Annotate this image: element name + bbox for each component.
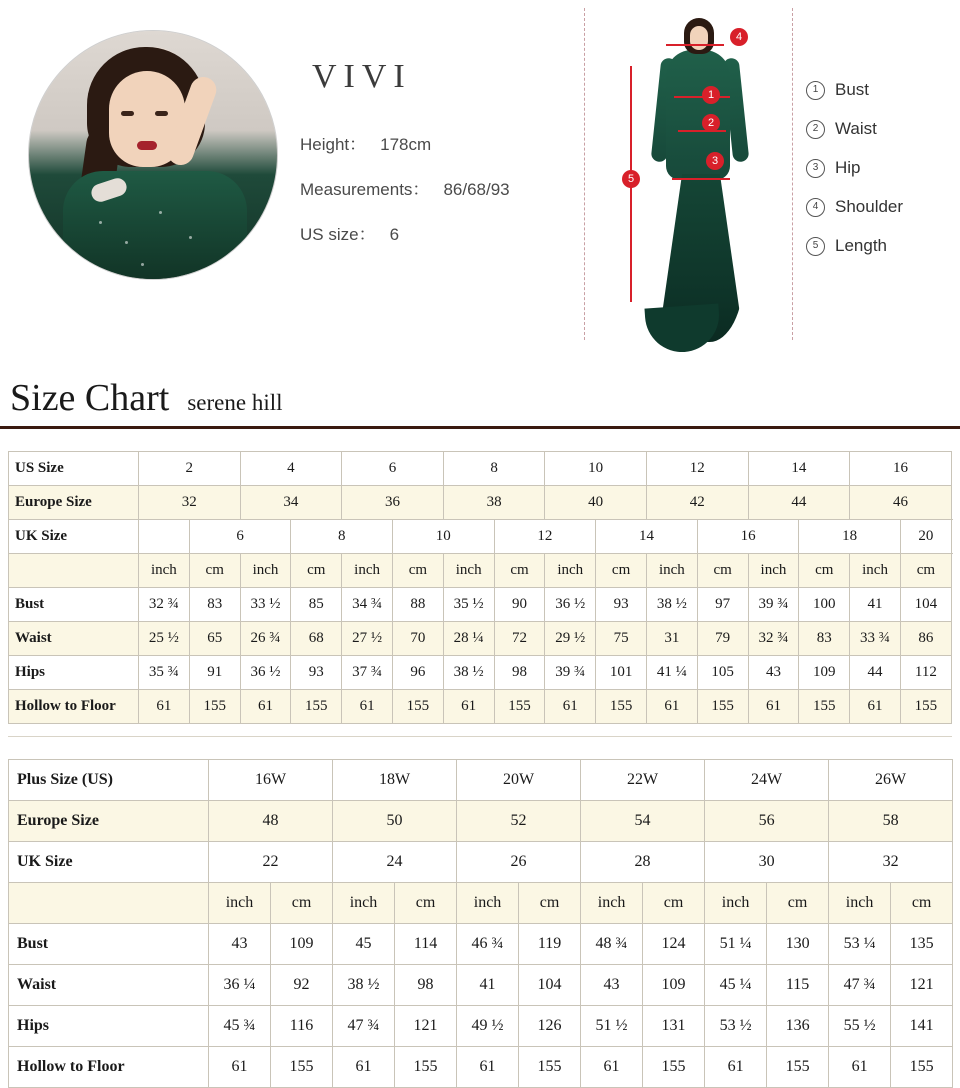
bust-cm: 104 bbox=[900, 588, 951, 622]
plus-waist-inch: 45 ¼ bbox=[705, 965, 767, 1006]
bust-inch: 34 ¾ bbox=[342, 588, 393, 622]
model-dress bbox=[63, 171, 247, 280]
plus-bust-cm: 124 bbox=[643, 924, 705, 965]
unit-inch: inch bbox=[646, 554, 697, 588]
plus-uk-size-value: 24 bbox=[333, 842, 457, 883]
plus-unit-row-spacer bbox=[9, 883, 209, 924]
table-row bbox=[9, 452, 952, 486]
plus-hollow-to-floor-cm: 155 bbox=[767, 1047, 829, 1088]
table-row bbox=[9, 801, 953, 842]
legend-number-5: 5 bbox=[806, 237, 825, 256]
plus-unit-cm: cm bbox=[643, 883, 705, 924]
bust-cm: 97 bbox=[697, 588, 748, 622]
plus-hips-cm: 126 bbox=[519, 1006, 581, 1047]
hips-cm: 112 bbox=[900, 656, 951, 690]
table-row bbox=[9, 554, 952, 588]
waist-cm: 79 bbox=[697, 622, 748, 656]
plus-hips-cm: 116 bbox=[271, 1006, 333, 1047]
model-lips bbox=[137, 141, 157, 150]
unit-inch: inch bbox=[240, 554, 291, 588]
plus-waist-inch: 47 ¾ bbox=[829, 965, 891, 1006]
plus-hollow-to-floor-cm: 155 bbox=[395, 1047, 457, 1088]
hollow-to-floor-inch: 61 bbox=[646, 690, 697, 724]
legend-item-shoulder bbox=[806, 197, 903, 217]
guide-line-right bbox=[792, 8, 793, 340]
uk-size-value: 8 bbox=[291, 520, 393, 554]
unit-row-spacer bbox=[9, 554, 139, 588]
hollow-to-floor-cm: 155 bbox=[900, 690, 951, 724]
hips-inch: 44 bbox=[850, 656, 901, 690]
waist-inch: 26 ¾ bbox=[240, 622, 291, 656]
waist-cm: 65 bbox=[189, 622, 240, 656]
model-measurements bbox=[300, 175, 590, 200]
hips-cm: 98 bbox=[494, 656, 545, 690]
unit-cm: cm bbox=[900, 554, 951, 588]
plus-europe-size-value: 50 bbox=[333, 801, 457, 842]
hollow-to-floor-cm: 155 bbox=[697, 690, 748, 724]
plus-waist-cm: 104 bbox=[519, 965, 581, 1006]
hips-cm: 109 bbox=[799, 656, 850, 690]
europe-size-value: 46 bbox=[850, 486, 952, 520]
plus-unit-inch: inch bbox=[333, 883, 395, 924]
plus-unit-inch: inch bbox=[829, 883, 891, 924]
plus-unit-cm: cm bbox=[395, 883, 457, 924]
plus-hollow-to-floor-cm: 155 bbox=[643, 1047, 705, 1088]
legend-number-1: 1 bbox=[806, 81, 825, 100]
europe-size-value: 34 bbox=[240, 486, 342, 520]
plus-hollow-to-floor-inch: 61 bbox=[829, 1047, 891, 1088]
model-measurements-label: Measurements： bbox=[300, 180, 429, 199]
us-size-value: 8 bbox=[443, 452, 545, 486]
plus-bust-cm: 114 bbox=[395, 924, 457, 965]
plus-bust-cm: 119 bbox=[519, 924, 581, 965]
plus-hips-inch: 53 ½ bbox=[705, 1006, 767, 1047]
table-row bbox=[9, 1006, 953, 1047]
guide-line-left bbox=[584, 8, 585, 340]
plus-hips-inch: 45 ¾ bbox=[209, 1006, 271, 1047]
waist-cm: 72 bbox=[494, 622, 545, 656]
plus-bust-cm: 109 bbox=[271, 924, 333, 965]
unit-cm: cm bbox=[189, 554, 240, 588]
plus-waist-label: Waist bbox=[9, 965, 209, 1006]
hollow-to-floor-inch: 61 bbox=[850, 690, 901, 724]
bust-cm: 90 bbox=[494, 588, 545, 622]
table-row bbox=[9, 520, 952, 554]
legend-item-bust bbox=[806, 80, 903, 100]
plus-bust-inch: 51 ¼ bbox=[705, 924, 767, 965]
table-row bbox=[9, 690, 952, 724]
legend-label-length: Length bbox=[835, 236, 887, 256]
plus-hips-cm: 121 bbox=[395, 1006, 457, 1047]
waist-inch: 32 ¾ bbox=[748, 622, 799, 656]
hip-measure-line bbox=[672, 178, 730, 180]
waist-inch: 27 ½ bbox=[342, 622, 393, 656]
hollow-to-floor-inch: 61 bbox=[545, 690, 596, 724]
unit-inch: inch bbox=[443, 554, 494, 588]
us-size-value: 14 bbox=[748, 452, 850, 486]
uk-size-value: 12 bbox=[494, 520, 596, 554]
standard-size-table-wrap bbox=[0, 451, 960, 724]
legend-number-2: 2 bbox=[806, 120, 825, 139]
plus-uk-size-value: 32 bbox=[829, 842, 953, 883]
bust-inch: 39 ¾ bbox=[748, 588, 799, 622]
waist-cm: 70 bbox=[392, 622, 443, 656]
table-row bbox=[9, 588, 952, 622]
plus-hollow-to-floor-inch: 61 bbox=[333, 1047, 395, 1088]
plus-waist-inch: 36 ¼ bbox=[209, 965, 271, 1006]
plus-size-value: 18W bbox=[333, 760, 457, 801]
hips-inch: 41 ¼ bbox=[646, 656, 697, 690]
bust-label: Bust bbox=[9, 588, 139, 622]
table-row bbox=[9, 1047, 953, 1088]
us-size-value: 6 bbox=[342, 452, 444, 486]
uk-size-value: 6 bbox=[189, 520, 291, 554]
unit-cm: cm bbox=[392, 554, 443, 588]
hollow-to-floor-cm: 155 bbox=[494, 690, 545, 724]
plus-bust-inch: 45 bbox=[333, 924, 395, 965]
europe-size-value: 32 bbox=[139, 486, 241, 520]
size-chart-title-main: Size Chart bbox=[10, 376, 169, 420]
europe-size-value: 38 bbox=[443, 486, 545, 520]
waist-inch: 29 ½ bbox=[545, 622, 596, 656]
unit-inch: inch bbox=[139, 554, 190, 588]
model-us-size-value: 6 bbox=[390, 225, 399, 244]
plus-size-table bbox=[8, 759, 953, 1088]
hollow-to-floor-label: Hollow to Floor bbox=[9, 690, 139, 724]
plus-unit-inch: inch bbox=[581, 883, 643, 924]
plus-bust-inch: 48 ¾ bbox=[581, 924, 643, 965]
hips-inch: 37 ¾ bbox=[342, 656, 393, 690]
table-row bbox=[9, 842, 953, 883]
plus-size-value: 24W bbox=[705, 760, 829, 801]
bust-inch: 35 ½ bbox=[443, 588, 494, 622]
uk-size-value: 18 bbox=[799, 520, 901, 554]
uk-size-value: 10 bbox=[392, 520, 494, 554]
hollow-to-floor-cm: 155 bbox=[392, 690, 443, 724]
plus-bust-inch: 46 ¾ bbox=[457, 924, 519, 965]
table-row bbox=[9, 883, 953, 924]
plus-hips-label: Hips bbox=[9, 1006, 209, 1047]
model-photo-art bbox=[29, 31, 277, 279]
hips-inch: 38 ½ bbox=[443, 656, 494, 690]
plus-bust-inch: 43 bbox=[209, 924, 271, 965]
shoulder-measure-line bbox=[666, 44, 724, 46]
hips-cm: 91 bbox=[189, 656, 240, 690]
unit-cm: cm bbox=[494, 554, 545, 588]
plus-waist-inch: 41 bbox=[457, 965, 519, 1006]
unit-cm: cm bbox=[596, 554, 647, 588]
waist-cm: 83 bbox=[799, 622, 850, 656]
bust-cm: 100 bbox=[799, 588, 850, 622]
legend-label-waist: Waist bbox=[835, 119, 877, 139]
model-us-size bbox=[300, 220, 590, 245]
hips-inch: 39 ¾ bbox=[545, 656, 596, 690]
legend-label-shoulder: Shoulder bbox=[835, 197, 903, 217]
legend-item-hip bbox=[806, 158, 903, 178]
measurement-legend bbox=[806, 80, 903, 275]
legend-label-bust: Bust bbox=[835, 80, 869, 100]
plus-size-table-wrap bbox=[0, 759, 960, 1088]
plus-europe-size-value: 58 bbox=[829, 801, 953, 842]
waist-cm: 86 bbox=[900, 622, 951, 656]
waist-cm: 75 bbox=[596, 622, 647, 656]
plus-hollow-to-floor-inch: 61 bbox=[209, 1047, 271, 1088]
hollow-to-floor-inch: 61 bbox=[139, 690, 190, 724]
uk-size-value: 20 bbox=[900, 520, 951, 554]
unit-inch: inch bbox=[545, 554, 596, 588]
europe-size-value: 36 bbox=[342, 486, 444, 520]
plus-uk-size-value: 30 bbox=[705, 842, 829, 883]
table-row bbox=[9, 486, 952, 520]
us-size-value: 16 bbox=[850, 452, 952, 486]
model-eye-right bbox=[155, 111, 168, 116]
us-size-value: 4 bbox=[240, 452, 342, 486]
figure-dress bbox=[640, 18, 756, 336]
plus-hollow-to-floor-label: Hollow to Floor bbox=[9, 1047, 209, 1088]
unit-cm: cm bbox=[291, 554, 342, 588]
table-row bbox=[9, 924, 953, 965]
plus-europe-size-value: 48 bbox=[209, 801, 333, 842]
waist-measure-line bbox=[678, 130, 726, 132]
europe-size-value: 44 bbox=[748, 486, 850, 520]
legend-label-hip: Hip bbox=[835, 158, 861, 178]
plus-waist-cm: 98 bbox=[395, 965, 457, 1006]
table-row bbox=[9, 760, 953, 801]
plus-size-value: 22W bbox=[581, 760, 705, 801]
hips-inch: 43 bbox=[748, 656, 799, 690]
model-height bbox=[300, 130, 590, 155]
model-height-label: Height： bbox=[300, 135, 366, 154]
hollow-to-floor-cm: 155 bbox=[189, 690, 240, 724]
plus-uk-size-value: 28 bbox=[581, 842, 705, 883]
hollow-to-floor-cm: 155 bbox=[596, 690, 647, 724]
hips-cm: 93 bbox=[291, 656, 342, 690]
plus-hips-cm: 136 bbox=[767, 1006, 829, 1047]
bust-cm: 88 bbox=[392, 588, 443, 622]
hips-cm: 96 bbox=[392, 656, 443, 690]
waist-inch: 33 ¾ bbox=[850, 622, 901, 656]
uk-size-value: 14 bbox=[596, 520, 698, 554]
hips-inch: 36 ½ bbox=[240, 656, 291, 690]
plus-uk-size-value: 26 bbox=[457, 842, 581, 883]
plus-hollow-to-floor-cm: 155 bbox=[519, 1047, 581, 1088]
bust-inch: 38 ½ bbox=[646, 588, 697, 622]
table-divider bbox=[8, 736, 952, 737]
table-row bbox=[9, 622, 952, 656]
table-row bbox=[9, 656, 952, 690]
plus-waist-cm: 115 bbox=[767, 965, 829, 1006]
plus-hips-inch: 49 ½ bbox=[457, 1006, 519, 1047]
waist-inch: 25 ½ bbox=[139, 622, 190, 656]
plus-hollow-to-floor-inch: 61 bbox=[705, 1047, 767, 1088]
table-row bbox=[9, 965, 953, 1006]
legend-item-length bbox=[806, 236, 903, 256]
plus-europe-size-label: Europe Size bbox=[9, 801, 209, 842]
plus-bust-cm: 130 bbox=[767, 924, 829, 965]
standard-size-table bbox=[8, 451, 952, 724]
us-size-value: 12 bbox=[646, 452, 748, 486]
plus-hips-cm: 141 bbox=[891, 1006, 953, 1047]
plus-waist-cm: 109 bbox=[643, 965, 705, 1006]
bust-cm: 85 bbox=[291, 588, 342, 622]
europe-size-value: 40 bbox=[545, 486, 647, 520]
plus-bust-cm: 135 bbox=[891, 924, 953, 965]
brand-name: VIVI bbox=[312, 58, 590, 96]
model-measurements-value: 86/68/93 bbox=[443, 180, 509, 199]
legend-number-4: 4 bbox=[806, 198, 825, 217]
waist-cm: 68 bbox=[291, 622, 342, 656]
plus-unit-cm: cm bbox=[767, 883, 829, 924]
plus-bust-inch: 53 ¼ bbox=[829, 924, 891, 965]
unit-inch: inch bbox=[850, 554, 901, 588]
model-photo bbox=[28, 30, 278, 280]
waist-label: Waist bbox=[9, 622, 139, 656]
measurement-figure bbox=[578, 0, 808, 352]
plus-hollow-to-floor-inch: 61 bbox=[457, 1047, 519, 1088]
hollow-to-floor-inch: 61 bbox=[443, 690, 494, 724]
size-chart-title bbox=[0, 376, 960, 429]
unit-cm: cm bbox=[799, 554, 850, 588]
hollow-to-floor-inch: 61 bbox=[748, 690, 799, 724]
unit-inch: inch bbox=[748, 554, 799, 588]
plus-waist-inch: 38 ½ bbox=[333, 965, 395, 1006]
plus-unit-cm: cm bbox=[519, 883, 581, 924]
model-info bbox=[300, 58, 590, 265]
model-header-section bbox=[0, 0, 960, 370]
plus-bust-label: Bust bbox=[9, 924, 209, 965]
bust-inch: 36 ½ bbox=[545, 588, 596, 622]
plus-hollow-to-floor-inch: 61 bbox=[581, 1047, 643, 1088]
plus-uk-size-label: UK Size bbox=[9, 842, 209, 883]
plus-waist-inch: 43 bbox=[581, 965, 643, 1006]
plus-size-value: 16W bbox=[209, 760, 333, 801]
bust-cm: 93 bbox=[596, 588, 647, 622]
model-us-size-label: US size： bbox=[300, 225, 376, 244]
hips-cm: 105 bbox=[697, 656, 748, 690]
plus-hips-inch: 55 ½ bbox=[829, 1006, 891, 1047]
plus-unit-cm: cm bbox=[271, 883, 333, 924]
plus-waist-cm: 121 bbox=[891, 965, 953, 1006]
hollow-to-floor-cm: 155 bbox=[291, 690, 342, 724]
bust-cm: 83 bbox=[189, 588, 240, 622]
plus-waist-cm: 92 bbox=[271, 965, 333, 1006]
hollow-to-floor-inch: 61 bbox=[342, 690, 393, 724]
uk-size-offset-cell bbox=[139, 520, 190, 554]
size-chart-title-sub: serene hill bbox=[187, 390, 282, 416]
bust-inch: 32 ¾ bbox=[139, 588, 190, 622]
plus-hollow-to-floor-cm: 155 bbox=[271, 1047, 333, 1088]
europe-size-value: 42 bbox=[646, 486, 748, 520]
hips-cm: 101 bbox=[596, 656, 647, 690]
plus-europe-size-value: 54 bbox=[581, 801, 705, 842]
plus-size-label: Plus Size (US) bbox=[9, 760, 209, 801]
us-size-value: 2 bbox=[139, 452, 241, 486]
plus-size-value: 20W bbox=[457, 760, 581, 801]
badge-shoulder: 4 bbox=[730, 28, 748, 46]
waist-inch: 31 bbox=[646, 622, 697, 656]
plus-hips-inch: 47 ¾ bbox=[333, 1006, 395, 1047]
plus-size-value: 26W bbox=[829, 760, 953, 801]
plus-hips-inch: 51 ½ bbox=[581, 1006, 643, 1047]
hollow-to-floor-inch: 61 bbox=[240, 690, 291, 724]
badge-length: 5 bbox=[622, 170, 640, 188]
plus-hips-cm: 131 bbox=[643, 1006, 705, 1047]
uk-size-value: 16 bbox=[697, 520, 799, 554]
model-eye-left bbox=[121, 111, 134, 116]
plus-unit-inch: inch bbox=[209, 883, 271, 924]
badge-bust: 1 bbox=[702, 86, 720, 104]
europe-size-label: Europe Size bbox=[9, 486, 139, 520]
plus-hollow-to-floor-cm: 155 bbox=[891, 1047, 953, 1088]
bust-inch: 41 bbox=[850, 588, 901, 622]
bust-inch: 33 ½ bbox=[240, 588, 291, 622]
badge-hip: 3 bbox=[706, 152, 724, 170]
hips-inch: 35 ¾ bbox=[139, 656, 190, 690]
plus-unit-inch: inch bbox=[457, 883, 519, 924]
us-size-label: US Size bbox=[9, 452, 139, 486]
legend-number-3: 3 bbox=[806, 159, 825, 178]
plus-unit-inch: inch bbox=[705, 883, 767, 924]
waist-inch: 28 ¼ bbox=[443, 622, 494, 656]
us-size-value: 10 bbox=[545, 452, 647, 486]
plus-unit-cm: cm bbox=[891, 883, 953, 924]
uk-size-label: UK Size bbox=[9, 520, 139, 554]
plus-europe-size-value: 52 bbox=[457, 801, 581, 842]
hips-label: Hips bbox=[9, 656, 139, 690]
unit-cm: cm bbox=[697, 554, 748, 588]
legend-item-waist bbox=[806, 119, 903, 139]
badge-waist: 2 bbox=[702, 114, 720, 132]
plus-uk-size-value: 22 bbox=[209, 842, 333, 883]
model-height-value: 178cm bbox=[380, 135, 431, 154]
plus-europe-size-value: 56 bbox=[705, 801, 829, 842]
figure-train bbox=[644, 303, 721, 354]
hollow-to-floor-cm: 155 bbox=[799, 690, 850, 724]
unit-inch: inch bbox=[342, 554, 393, 588]
figure-face bbox=[690, 26, 708, 50]
